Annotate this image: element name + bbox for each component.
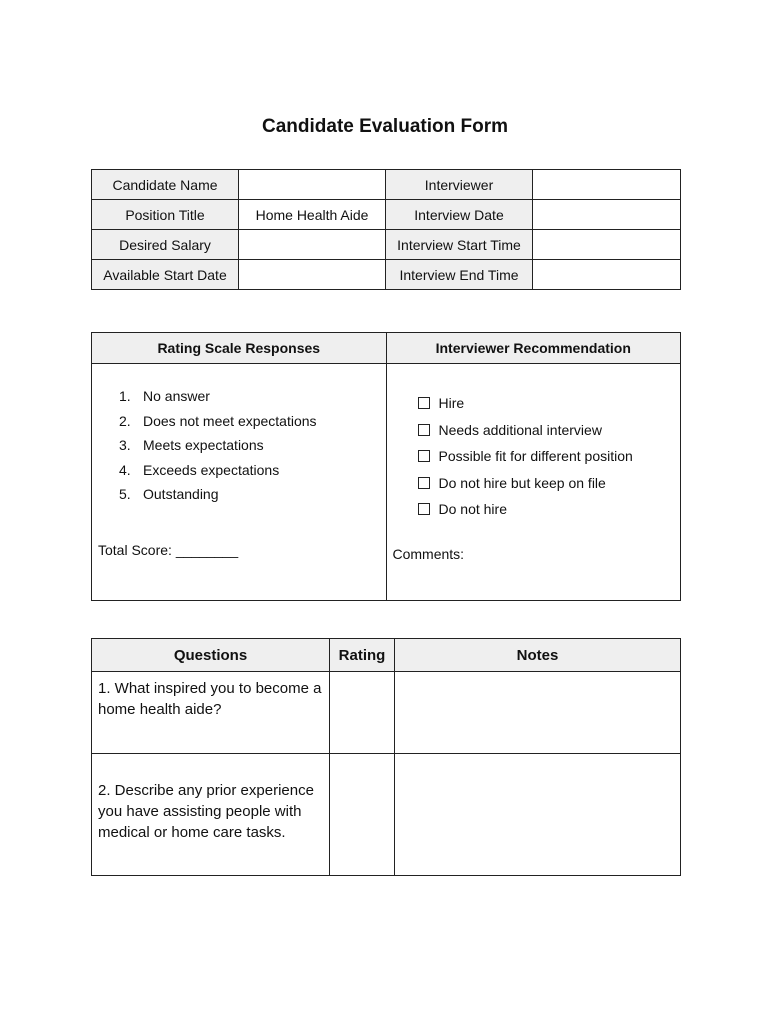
table-row xyxy=(92,260,681,290)
rating-scale-header: Rating Scale Responses xyxy=(92,333,387,364)
table-row xyxy=(92,672,681,754)
interview-start-time-label: Interview Start Time xyxy=(386,230,533,260)
interviewer-field[interactable] xyxy=(533,170,681,200)
position-title-label: Position Title xyxy=(92,200,239,230)
recommendation-cell xyxy=(386,364,681,601)
recommendation-options xyxy=(418,390,633,523)
table-header-row xyxy=(92,333,681,364)
interview-date-label: Interview Date xyxy=(386,200,533,230)
list-number: 1. xyxy=(119,388,131,404)
checkbox-label: Possible fit for different position xyxy=(438,448,633,465)
rating-recommendation-table xyxy=(91,332,681,601)
available-start-date-field[interactable] xyxy=(239,260,386,290)
candidate-name-field[interactable] xyxy=(239,170,386,200)
rating-scale-cell xyxy=(92,364,387,601)
checkbox[interactable] xyxy=(418,450,430,462)
interviewer-label: Interviewer xyxy=(386,170,533,200)
checkbox-label: Do not hire xyxy=(438,501,507,518)
checkbox-option[interactable] xyxy=(418,390,633,417)
table-row xyxy=(92,364,681,601)
checkbox[interactable] xyxy=(418,503,430,515)
list-item xyxy=(119,462,317,487)
list-label: Outstanding xyxy=(143,486,219,502)
checkbox-label: Do not hire but keep on file xyxy=(438,474,606,491)
checkbox[interactable] xyxy=(418,424,430,436)
table-header-row xyxy=(92,639,681,672)
table-row xyxy=(92,754,681,876)
interview-start-time-field[interactable] xyxy=(533,230,681,260)
comments-label: Comments: xyxy=(392,546,465,562)
interview-end-time-label: Interview End Time xyxy=(386,260,533,290)
checkbox-option[interactable] xyxy=(418,496,633,523)
table-row xyxy=(92,200,681,230)
candidate-info-table xyxy=(91,169,681,290)
total-score-field[interactable]: Total Score: ________ xyxy=(98,542,239,558)
questions-table xyxy=(91,638,681,876)
checkbox-label: Needs additional interview xyxy=(438,421,602,438)
list-number: 2. xyxy=(119,412,131,429)
notes-cell[interactable] xyxy=(395,672,681,754)
list-item xyxy=(119,437,317,462)
position-title-field[interactable]: Home Health Aide xyxy=(239,200,386,230)
checkbox-option[interactable] xyxy=(418,443,633,470)
list-number: 5. xyxy=(119,486,131,502)
list-label: Meets expectations xyxy=(143,437,264,453)
desired-salary-field[interactable] xyxy=(239,230,386,260)
interview-date-field[interactable] xyxy=(533,200,681,230)
candidate-name-label: Candidate Name xyxy=(92,170,239,200)
table-row xyxy=(92,170,681,200)
checkbox[interactable] xyxy=(418,397,430,409)
notes-cell[interactable] xyxy=(395,754,681,876)
list-item xyxy=(119,486,317,511)
checkbox-option[interactable] xyxy=(418,470,633,497)
page-title: Candidate Evaluation Form xyxy=(262,116,508,137)
table-row xyxy=(92,230,681,260)
desired-salary-label: Desired Salary xyxy=(92,230,239,260)
list-label: Exceeds expectations xyxy=(143,461,280,478)
rating-cell[interactable] xyxy=(330,754,395,876)
notes-header: Notes xyxy=(395,639,681,672)
list-number: 3. xyxy=(119,437,131,453)
rating-header: Rating xyxy=(330,639,395,672)
recommendation-header: Interviewer Recommendation xyxy=(386,333,681,364)
rating-cell[interactable] xyxy=(330,672,395,754)
checkbox[interactable] xyxy=(418,477,430,489)
interview-end-time-field[interactable] xyxy=(533,260,681,290)
question-cell: 1. What inspired you to become a home health aide? xyxy=(92,672,330,754)
list-number: 4. xyxy=(119,461,131,478)
list-label: Does not meet expectations xyxy=(143,412,317,429)
questions-header: Questions xyxy=(92,639,330,672)
checkbox-label: Hire xyxy=(438,395,465,412)
list-label: No answer xyxy=(143,388,210,404)
checkbox-option[interactable] xyxy=(418,417,633,444)
rating-scale-list xyxy=(119,388,317,511)
available-start-date-label: Available Start Date xyxy=(92,260,239,290)
list-item xyxy=(119,388,317,413)
question-cell: 2. Describe any prior experience you have assisting people with medical or home care tasks. xyxy=(92,754,330,876)
list-item xyxy=(119,413,317,438)
